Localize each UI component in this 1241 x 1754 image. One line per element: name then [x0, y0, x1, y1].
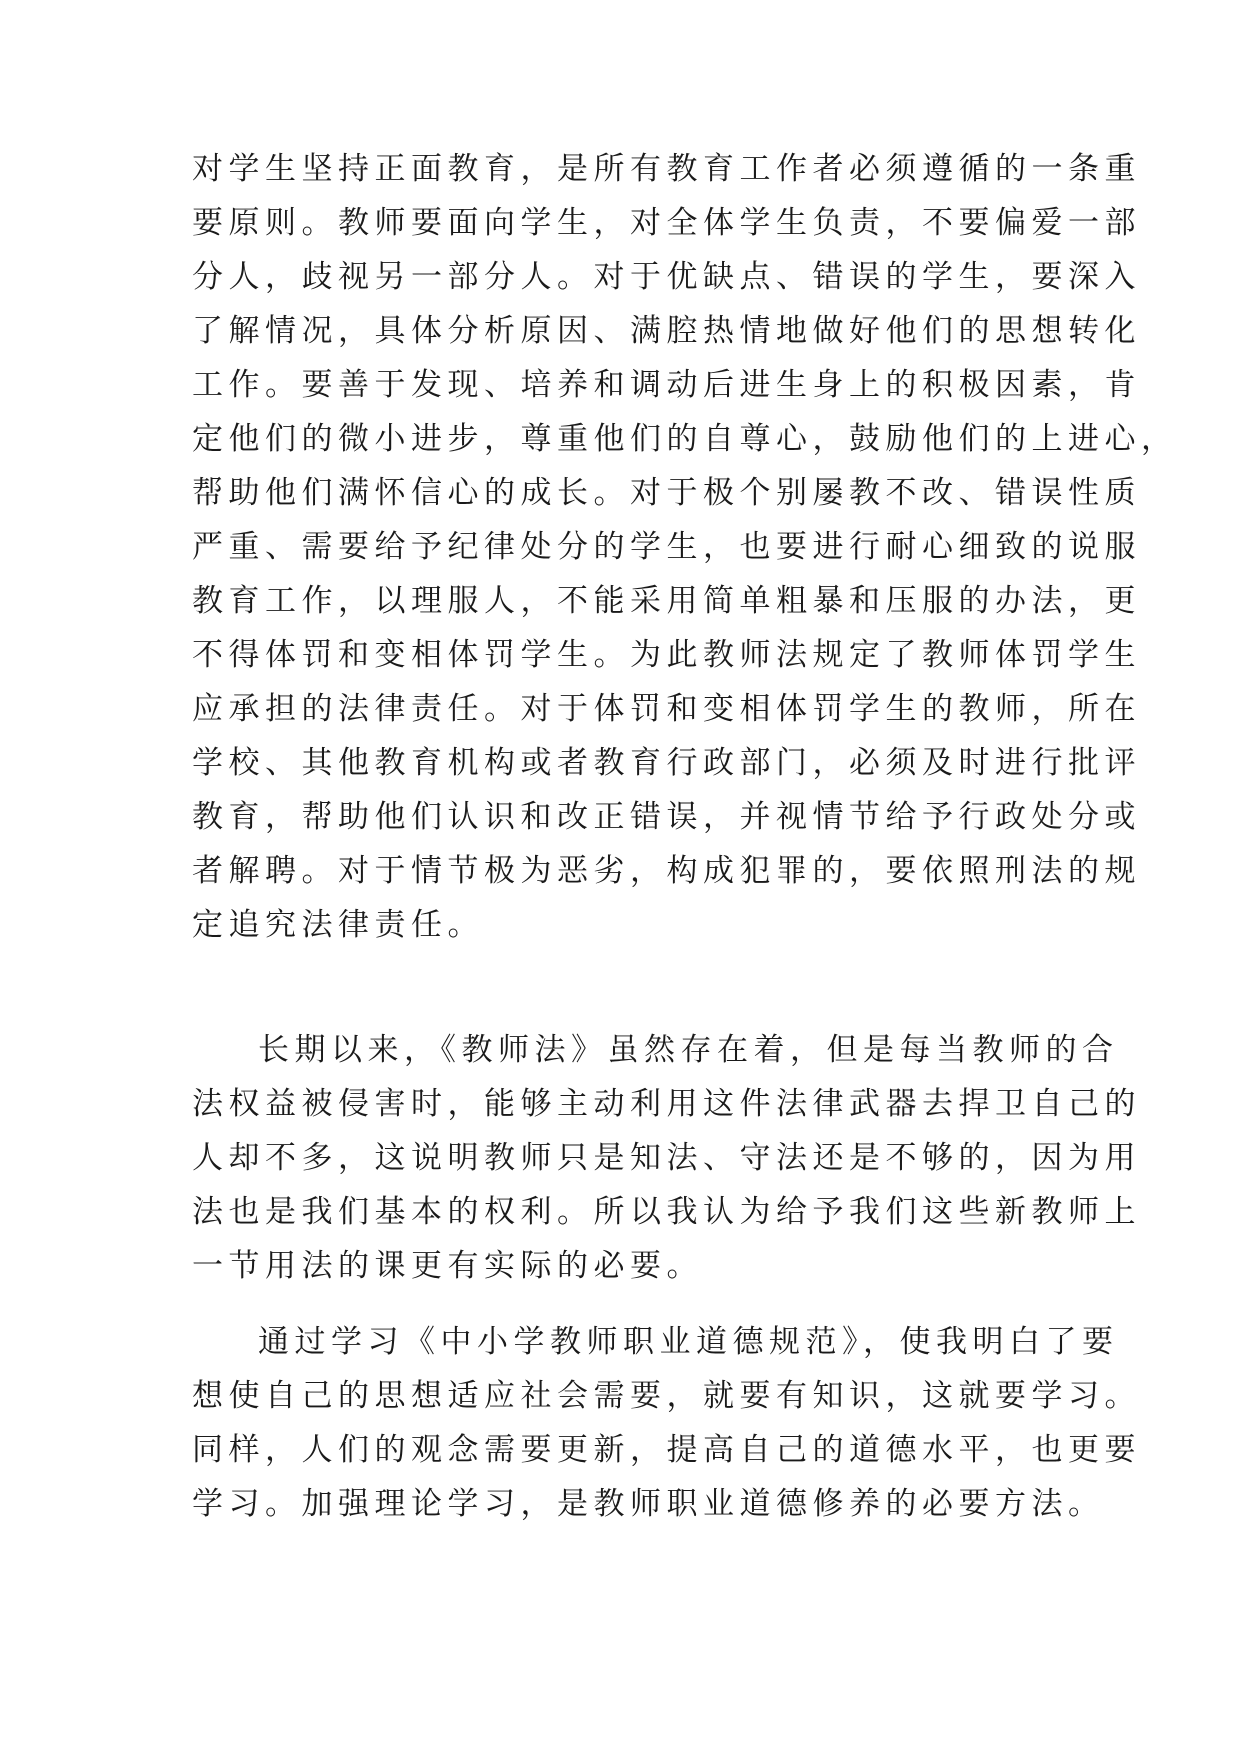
paragraph-line: 对学生坚持正面教育，是所有教育工作者必须遵循的一条重 [192, 151, 1141, 187]
paragraph-line: 工作。要善于发现、培养和调动后进生身上的积极因素，肯 [192, 367, 1141, 403]
paragraph-line: 定他们的微小进步，尊重他们的自尊心，鼓励他们的上进心， [192, 421, 1178, 457]
paragraph-line: 通过学习《中小学教师职业道德规范》，使我明白了要 [258, 1324, 1119, 1360]
paragraph-3 [192, 1315, 1141, 1531]
paragraph-line: 教育，帮助他们认识和改正错误，并视情节给予行政处分或 [192, 799, 1141, 835]
paragraph-line: 法也是我们基本的权利。所以我认为给予我们这些新教师上 [192, 1194, 1141, 1230]
paragraph-line: 一节用法的课更有实际的必要。 [192, 1248, 703, 1284]
paragraph-line: 长期以来，《教师法》虽然存在着，但是每当教师的合 [258, 1032, 1119, 1068]
paragraph-line: 想使自己的思想适应社会需要，就要有知识，这就要学习。 [192, 1378, 1141, 1414]
paragraph-line: 人却不多，这说明教师只是知法、守法还是不够的，因为用 [192, 1140, 1141, 1176]
paragraph-line: 严重、需要给予纪律处分的学生，也要进行耐心细致的说服 [192, 529, 1141, 565]
paragraph-line: 不得体罚和变相体罚学生。为此教师法规定了教师体罚学生 [192, 637, 1141, 673]
paragraph-line: 应承担的法律责任。对于体罚和变相体罚学生的教师，所在 [192, 691, 1141, 727]
paragraph-line: 要原则。教师要面向学生，对全体学生负责，不要偏爱一部 [192, 205, 1141, 241]
paragraph-line: 帮助他们满怀信心的成长。对于极个别屡教不改、错误性质 [192, 475, 1141, 511]
paragraph-line: 了解情况，具体分析原因、满腔热情地做好他们的思想转化 [192, 313, 1141, 349]
paragraph-line: 教育工作，以理服人，不能采用简单粗暴和压服的办法，更 [192, 583, 1141, 619]
paragraph-line: 者解聘。对于情节极为恶劣，构成犯罪的，要依照刑法的规 [192, 853, 1141, 889]
paragraph-line: 学校、其他教育机构或者教育行政部门，必须及时进行批评 [192, 745, 1141, 781]
paragraph-line: 分人，歧视另一部分人。对于优缺点、错误的学生，要深入 [192, 259, 1141, 295]
paragraph-line: 同样，人们的观念需要更新，提高自己的道德水平，也更要 [192, 1432, 1141, 1468]
paragraph-1 [192, 142, 1178, 952]
paragraph-2 [192, 1023, 1141, 1293]
paragraph-line: 定追究法律责任。 [192, 907, 484, 943]
paragraph-line: 法权益被侵害时，能够主动利用这件法律武器去捍卫自己的 [192, 1086, 1141, 1122]
paragraph-line: 学习。加强理论学习，是教师职业道德修养的必要方法。 [192, 1486, 1105, 1522]
